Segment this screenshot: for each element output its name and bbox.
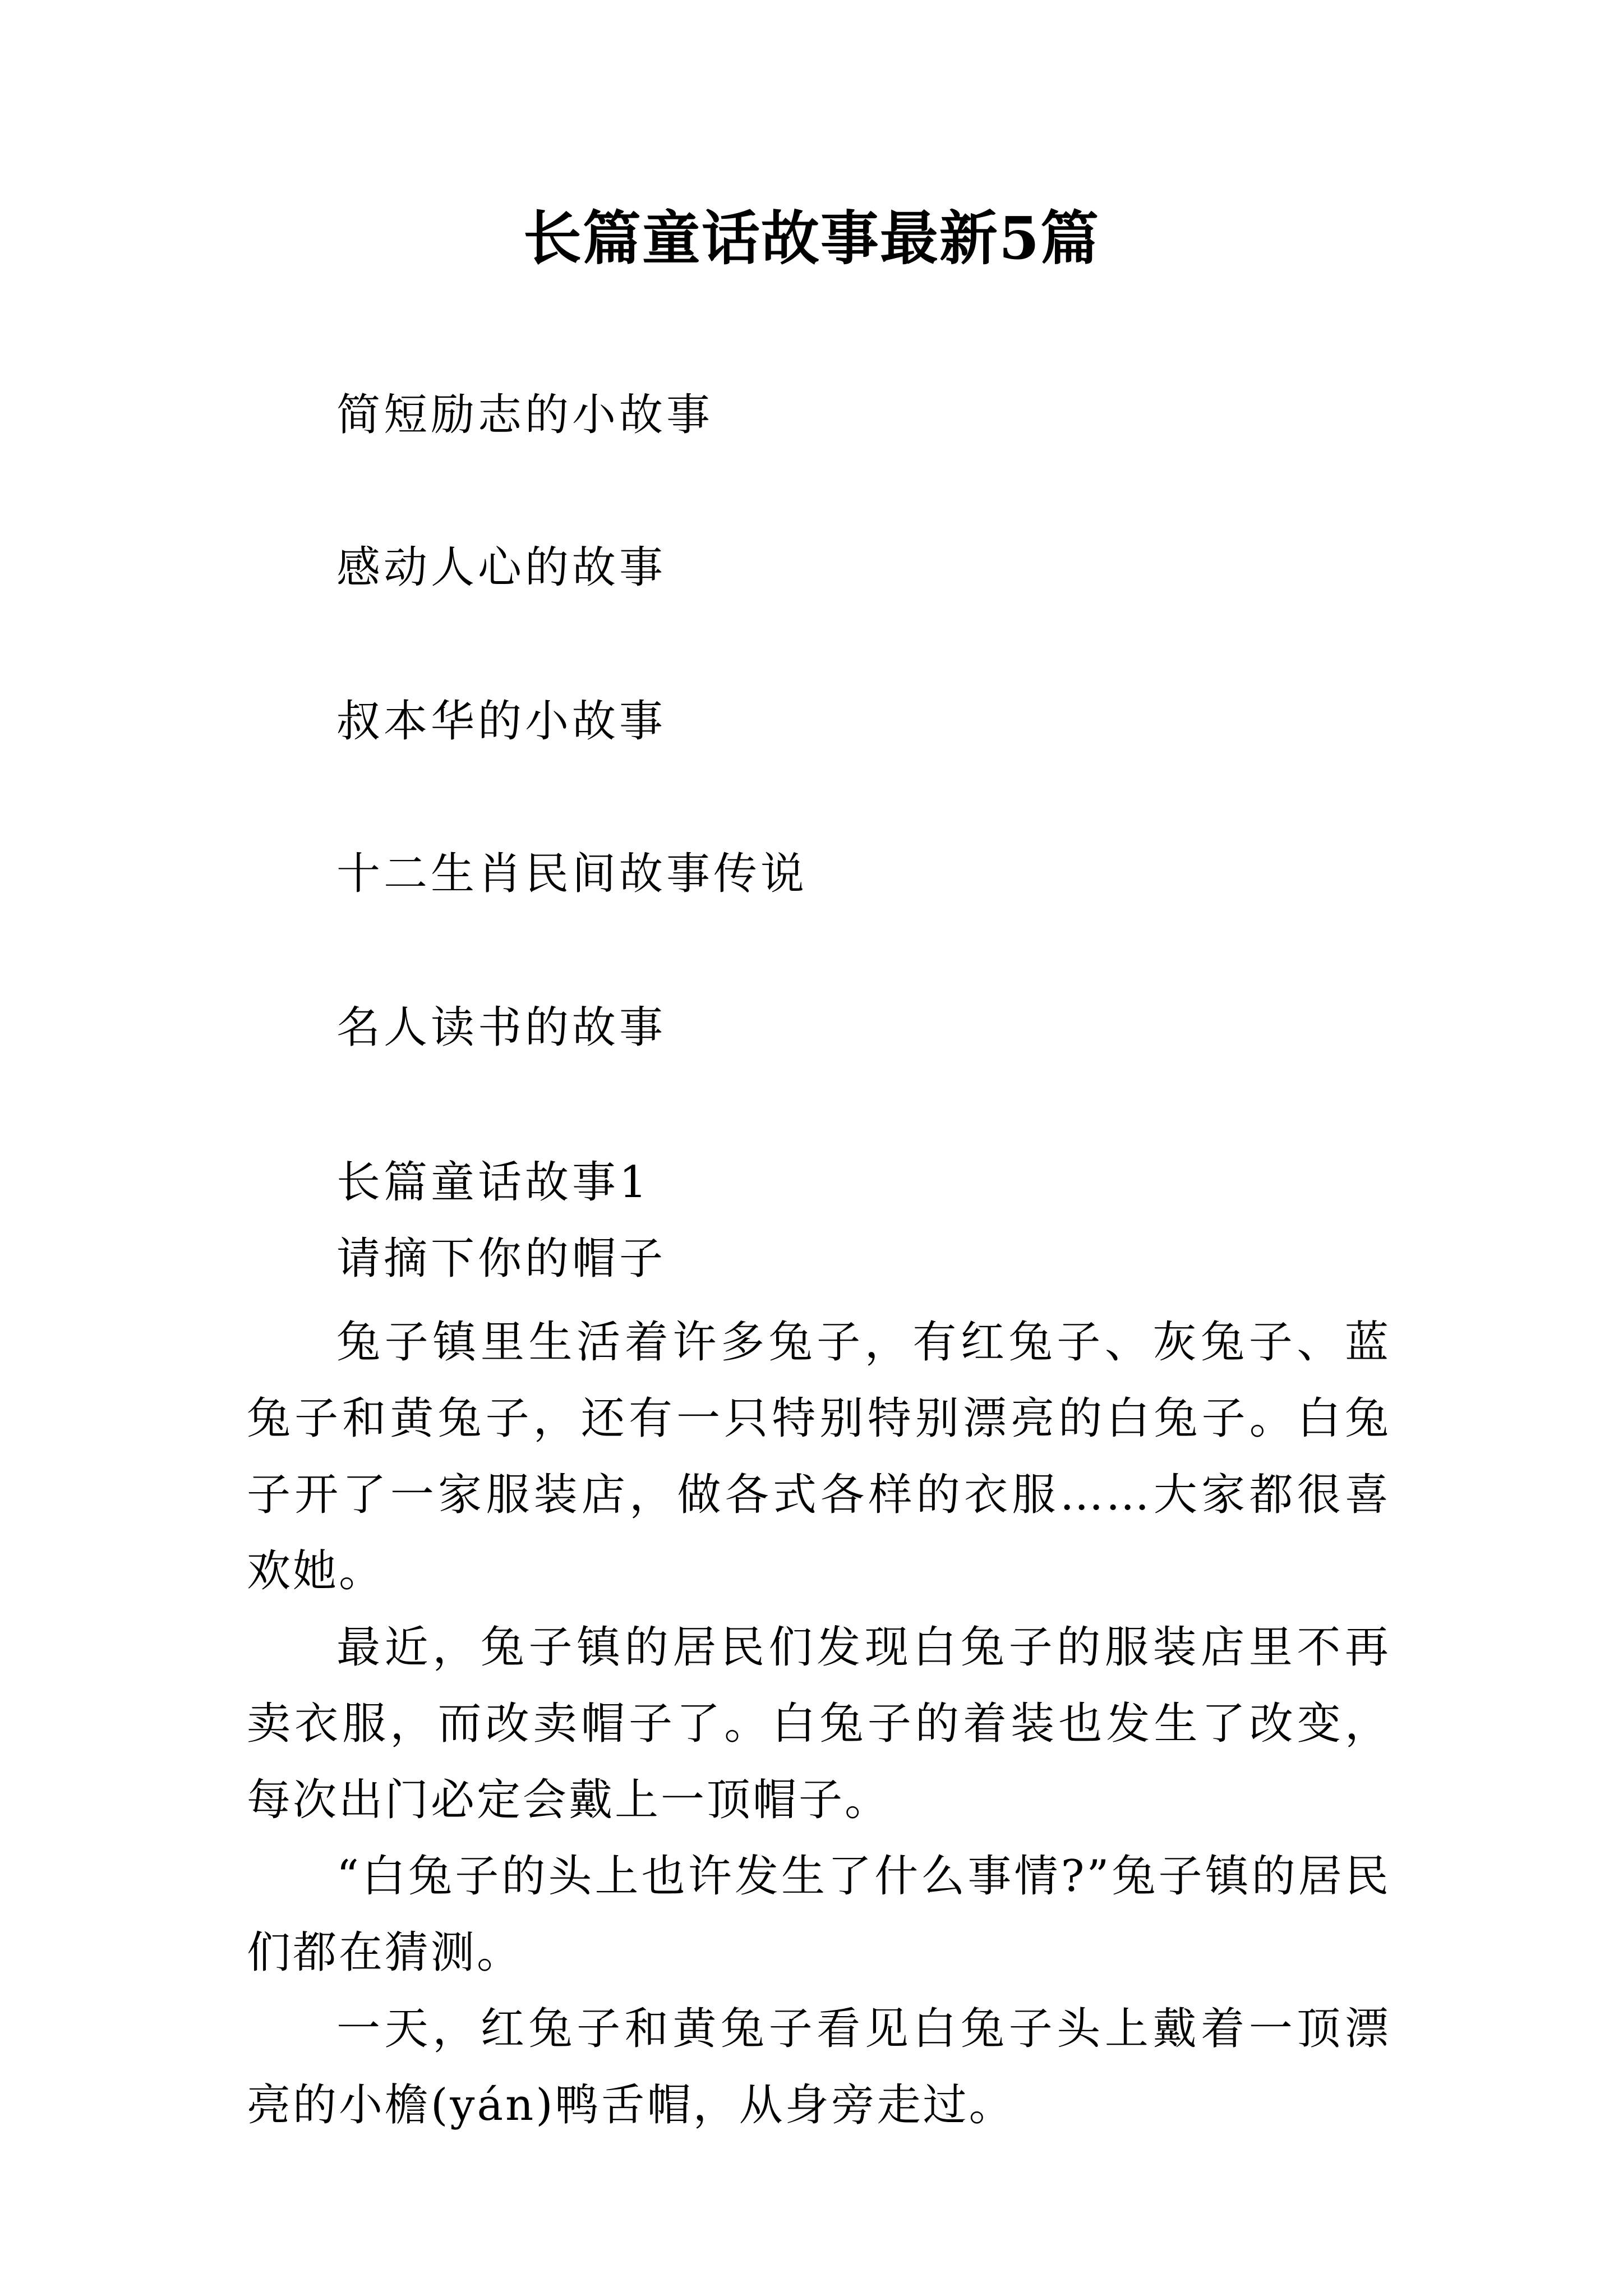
story-title: 请摘下你的帽子 <box>336 1234 667 1284</box>
paragraph: 最近，兔子镇的居民们发现白兔子的服装店里不再卖衣服，而改卖帽子了。白兔子的着装也发生了改变，每次出门必定会戴上一顶帽子。 <box>247 1622 1391 1825</box>
document-title: 长篇童话故事最新5篇 <box>523 204 1100 273</box>
story-body <box>247 1304 1391 2143</box>
related-link-1[interactable]: 简短励志的小故事 <box>336 390 714 440</box>
section-heading: 长篇童话故事1 <box>336 1157 651 1208</box>
paragraph: 一天，红兔子和黄兔子看见白兔子头上戴着一顶漂亮的小檐(yán)鸭舌帽，从身旁走过。 <box>247 2004 1391 2131</box>
related-link-3[interactable]: 叔本华的小故事 <box>336 696 667 747</box>
paragraph: “白兔子的头上也许发生了什么事情?”兔子镇的居民们都在猜测。 <box>247 1851 1391 1978</box>
related-link-4[interactable]: 十二生肖民间故事传说 <box>336 849 808 899</box>
paragraph: 兔子镇里生活着许多兔子，有红兔子、灰兔子、蓝兔子和黄兔子，还有一只特别特别漂亮的白兔子。白兔子开了一家服装店，做各式各样的衣服……大家都很喜欢她。 <box>247 1317 1391 1596</box>
related-link-5[interactable]: 名人读书的故事 <box>336 1002 667 1053</box>
related-link-2[interactable]: 感动人心的故事 <box>336 542 667 593</box>
